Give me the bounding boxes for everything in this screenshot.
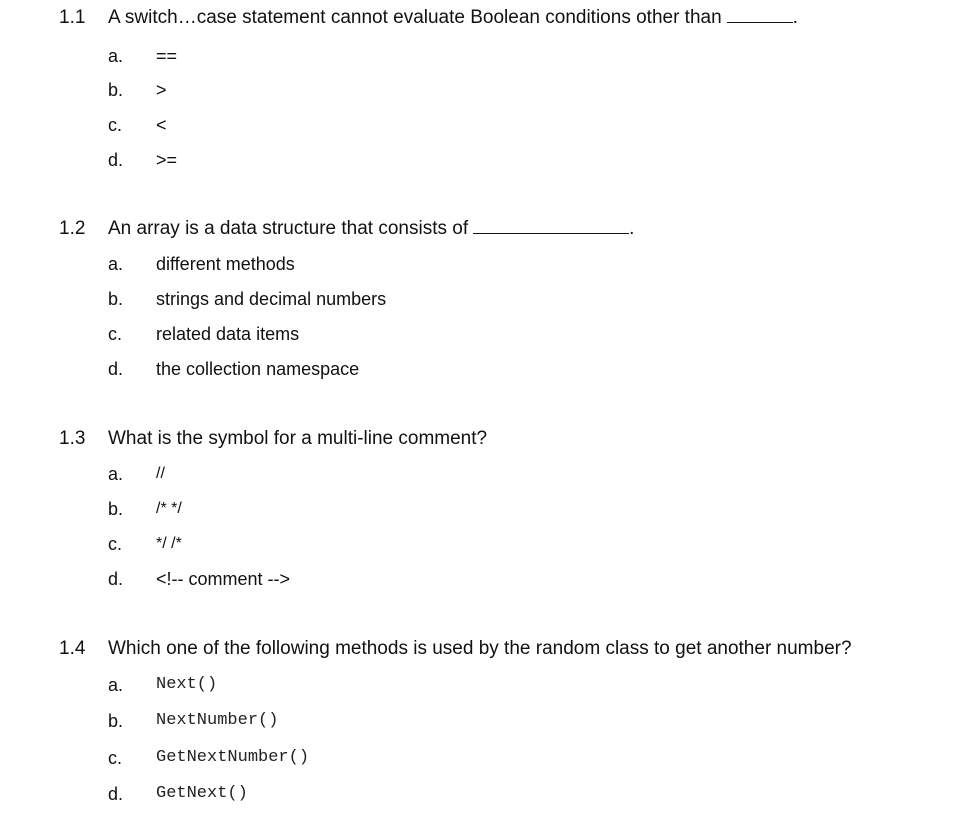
option-text: GetNext() xyxy=(156,784,248,803)
question-number: 1.1 xyxy=(59,7,86,28)
option-a xyxy=(0,460,972,488)
option-text: < xyxy=(156,115,167,135)
option-c xyxy=(0,111,972,139)
option-text: */ /* xyxy=(156,535,182,552)
option-letter: c. xyxy=(108,115,123,135)
option-letter: d. xyxy=(108,359,124,379)
option-letter: c. xyxy=(108,748,123,768)
option-b xyxy=(0,495,972,523)
option-c xyxy=(0,744,972,772)
option-text: related data items xyxy=(156,324,300,344)
option-b xyxy=(0,285,972,313)
question-number: 1.4 xyxy=(59,638,86,659)
option-letter: a. xyxy=(108,46,124,66)
option-text: >= xyxy=(156,150,178,170)
option-letter: a. xyxy=(108,464,124,484)
question-text: What is the symbol for a multi-line comment? xyxy=(108,428,488,449)
option-d xyxy=(0,146,972,174)
option-a xyxy=(0,250,972,278)
option-a xyxy=(0,671,972,699)
option-text: different methods xyxy=(156,254,295,274)
question-number: 1.3 xyxy=(59,428,86,449)
option-text: == xyxy=(156,46,178,66)
question-text: Which one of the following methods is used by the random class to get another number? xyxy=(108,638,852,659)
question-suffix: . xyxy=(792,7,798,28)
answer-blank xyxy=(473,215,629,234)
question-header xyxy=(0,215,972,243)
question-1-2 xyxy=(0,215,972,379)
option-text: /* */ xyxy=(156,500,182,517)
option-c xyxy=(0,320,972,348)
option-text: NextNumber() xyxy=(156,711,279,730)
option-letter: d. xyxy=(108,784,124,804)
option-letter: d. xyxy=(108,150,124,170)
option-d xyxy=(0,780,972,808)
option-text: GetNextNumber() xyxy=(156,748,310,767)
question-text-line xyxy=(108,4,798,32)
option-c xyxy=(0,530,972,558)
option-letter: d. xyxy=(108,569,124,589)
question-header xyxy=(0,4,972,32)
option-d xyxy=(0,355,972,383)
option-b xyxy=(0,76,972,104)
option-letter: b. xyxy=(108,711,124,731)
option-letter: b. xyxy=(108,289,124,309)
question-1-3 xyxy=(0,425,972,589)
option-letter: a. xyxy=(108,675,124,695)
question-1-1 xyxy=(0,4,972,170)
answer-blank xyxy=(727,4,793,23)
option-d xyxy=(0,565,972,593)
option-text: <!-- comment --> xyxy=(156,569,291,589)
question-header xyxy=(0,635,972,663)
question-suffix: . xyxy=(629,218,635,239)
option-b xyxy=(0,707,972,735)
question-text: An array is a data structure that consists of xyxy=(108,218,469,239)
option-text: strings and decimal numbers xyxy=(156,289,387,309)
option-letter: c. xyxy=(108,534,123,554)
question-text: A switch…case statement cannot evaluate Boolean conditions other than xyxy=(108,7,722,28)
option-letter: b. xyxy=(108,80,124,100)
option-letter: a. xyxy=(108,254,124,274)
option-a xyxy=(0,42,972,70)
option-text: Next() xyxy=(156,675,218,694)
option-letter: b. xyxy=(108,499,124,519)
question-1-4 xyxy=(0,635,972,804)
option-text: // xyxy=(156,465,165,482)
option-text: > xyxy=(156,80,167,100)
option-letter: c. xyxy=(108,324,123,344)
question-header xyxy=(0,425,972,453)
question-number: 1.2 xyxy=(59,218,86,239)
question-text-line xyxy=(108,215,634,243)
option-text: the collection namespace xyxy=(156,359,360,379)
